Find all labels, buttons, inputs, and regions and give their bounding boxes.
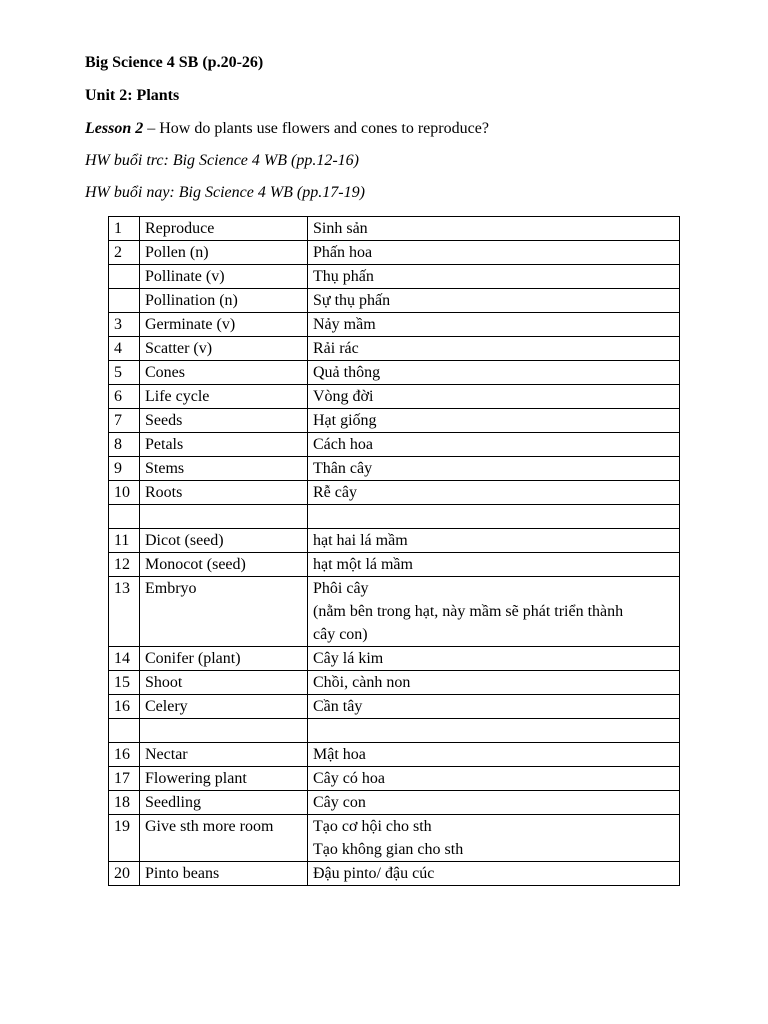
english-term: Pollination (n): [140, 289, 308, 313]
table-row: [109, 505, 680, 529]
english-term: Give sth more room: [140, 815, 308, 862]
row-number: 12: [109, 553, 140, 577]
meaning-line: hạt một lá mầm: [313, 556, 413, 573]
meaning-line: Thân cây: [313, 460, 373, 477]
table-row: [109, 577, 680, 647]
unit-title: Unit 2: Plants: [85, 87, 180, 104]
english-term: Roots: [140, 481, 308, 505]
meaning-line: hạt hai lá mầm: [313, 532, 408, 549]
row-number: 19: [109, 815, 140, 862]
vocabulary-table-body: [109, 217, 680, 886]
vietnamese-meaning: [308, 217, 680, 241]
english-term: Flowering plant: [140, 767, 308, 791]
meaning-line: cây con): [313, 626, 368, 643]
meaning-line: Sự thụ phấn: [313, 292, 391, 309]
table-row: [109, 241, 680, 265]
english-term: Embryo: [140, 577, 308, 647]
table-row: [109, 217, 680, 241]
table-row: [109, 289, 680, 313]
vietnamese-meaning: [308, 457, 680, 481]
table-row: [109, 457, 680, 481]
meaning-line: Đậu pinto/ đậu cúc: [313, 865, 435, 882]
vietnamese-meaning: [308, 289, 680, 313]
vietnamese-meaning: [308, 313, 680, 337]
vietnamese-meaning: [308, 577, 680, 647]
vietnamese-meaning: [308, 265, 680, 289]
vietnamese-meaning: [308, 862, 680, 886]
meaning-line: Thụ phấn: [313, 268, 374, 285]
vietnamese-meaning: [308, 529, 680, 553]
table-row: [109, 671, 680, 695]
row-number: 15: [109, 671, 140, 695]
english-term: Germinate (v): [140, 313, 308, 337]
row-number: 3: [109, 313, 140, 337]
lesson-label: Lesson 2: [85, 120, 144, 137]
vietnamese-meaning: [308, 671, 680, 695]
vietnamese-meaning: [308, 815, 680, 862]
row-number: 18: [109, 791, 140, 815]
english-term: Seeds: [140, 409, 308, 433]
row-number: 11: [109, 529, 140, 553]
vietnamese-meaning: [308, 695, 680, 719]
homework-today: HW buổi nay: Big Science 4 WB (pp.17-19): [85, 184, 365, 201]
vietnamese-meaning: [308, 337, 680, 361]
meaning-line: Cây có hoa: [313, 770, 385, 787]
vietnamese-meaning: [308, 385, 680, 409]
vietnamese-meaning: [308, 767, 680, 791]
vietnamese-meaning: [308, 791, 680, 815]
meaning-line: (nằm bên trong hạt, này mầm sẽ phát triển thành: [313, 603, 624, 620]
row-number: [109, 289, 140, 313]
table-row: [109, 361, 680, 385]
row-number: 16: [109, 743, 140, 767]
row-number: 14: [109, 647, 140, 671]
english-term: Stems: [140, 457, 308, 481]
english-term: Scatter (v): [140, 337, 308, 361]
meaning-line: Quả thông: [313, 364, 381, 381]
table-row: [109, 743, 680, 767]
meaning-line: Mật hoa: [313, 746, 366, 763]
row-number: [109, 505, 140, 529]
table-row: [109, 553, 680, 577]
meaning-line: Phôi cây: [313, 580, 369, 597]
english-term: Seedling: [140, 791, 308, 815]
vietnamese-meaning: [308, 481, 680, 505]
row-number: 10: [109, 481, 140, 505]
meaning-line: Sinh sản: [313, 220, 368, 237]
english-term: Celery: [140, 695, 308, 719]
meaning-line: Tạo cơ hội cho sth: [313, 818, 432, 835]
row-number: 8: [109, 433, 140, 457]
vietnamese-meaning: [308, 553, 680, 577]
meaning-line: Hạt giống: [313, 412, 377, 429]
table-row: [109, 313, 680, 337]
table-row: [109, 719, 680, 743]
vietnamese-meaning: [308, 719, 680, 743]
homework-previous: HW buổi trc: Big Science 4 WB (pp.12-16): [85, 152, 359, 169]
row-number: 13: [109, 577, 140, 647]
meaning-line: Cây con: [313, 794, 366, 811]
meaning-line: Nảy mầm: [313, 316, 376, 333]
row-number: 16: [109, 695, 140, 719]
row-number: 6: [109, 385, 140, 409]
row-number: 17: [109, 767, 140, 791]
english-term: Petals: [140, 433, 308, 457]
table-row: [109, 862, 680, 886]
english-term: Monocot (seed): [140, 553, 308, 577]
vietnamese-meaning: [308, 647, 680, 671]
english-term: Pollinate (v): [140, 265, 308, 289]
table-row: [109, 265, 680, 289]
meaning-line: Vòng đời: [313, 388, 374, 405]
english-term: Shoot: [140, 671, 308, 695]
table-row: [109, 385, 680, 409]
table-row: [109, 481, 680, 505]
table-row: [109, 409, 680, 433]
vietnamese-meaning: [308, 361, 680, 385]
row-number: 4: [109, 337, 140, 361]
row-number: 2: [109, 241, 140, 265]
row-number: 5: [109, 361, 140, 385]
meaning-line: Cần tây: [313, 698, 363, 715]
meaning-line: Cách hoa: [313, 436, 373, 453]
table-row: [109, 815, 680, 862]
meaning-line: Phấn hoa: [313, 244, 373, 261]
table-row: [109, 529, 680, 553]
english-term: Conifer (plant): [140, 647, 308, 671]
lesson-question: – How do plants use flowers and cones to reproduce?: [143, 120, 489, 137]
vietnamese-meaning: [308, 433, 680, 457]
table-row: [109, 337, 680, 361]
meaning-line: Rễ cây: [313, 484, 357, 501]
row-number: 9: [109, 457, 140, 481]
row-number: 1: [109, 217, 140, 241]
meaning-line: Chồi, cành non: [313, 674, 411, 691]
english-term: Life cycle: [140, 385, 308, 409]
vietnamese-meaning: [308, 743, 680, 767]
english-term: Pollen (n): [140, 241, 308, 265]
row-number: 7: [109, 409, 140, 433]
english-term: Cones: [140, 361, 308, 385]
lesson-line: [85, 119, 489, 139]
table-row: [109, 767, 680, 791]
vietnamese-meaning: [308, 409, 680, 433]
table-row: [109, 433, 680, 457]
vietnamese-meaning: [308, 241, 680, 265]
vocabulary-table: [108, 216, 680, 886]
english-term: Nectar: [140, 743, 308, 767]
table-row: [109, 695, 680, 719]
row-number: [109, 719, 140, 743]
english-term: [140, 505, 308, 529]
meaning-line: Rải rác: [313, 340, 359, 357]
english-term: Dicot (seed): [140, 529, 308, 553]
book-title: Big Science 4 SB (p.20-26): [85, 54, 264, 71]
table-row: [109, 647, 680, 671]
row-number: [109, 265, 140, 289]
table-row: [109, 791, 680, 815]
meaning-line: Tạo không gian cho sth: [313, 841, 464, 858]
meaning-line: Cây lá kim: [313, 650, 384, 667]
english-term: Pinto beans: [140, 862, 308, 886]
vietnamese-meaning: [308, 505, 680, 529]
english-term: Reproduce: [140, 217, 308, 241]
english-term: [140, 719, 308, 743]
row-number: 20: [109, 862, 140, 886]
